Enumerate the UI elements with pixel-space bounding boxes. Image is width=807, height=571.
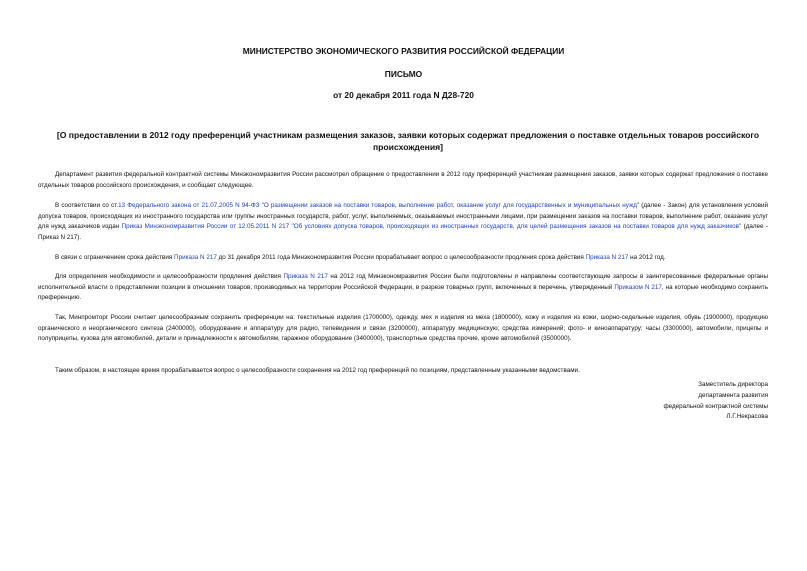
signature-department: департамента развития <box>698 391 768 399</box>
paragraph-text: (далее - Приказ N 217). <box>38 223 769 241</box>
signature-name: Л.Г.Некрасова <box>726 413 768 421</box>
paragraph-text: В соответствии со ст. <box>55 202 119 209</box>
document-date: от 20 декабря 2011 года N Д28-720 <box>333 90 474 100</box>
paragraph-text: на 2012 год Минэкономразвития России были подготовлены и направлены соответствующие запросы в заинтересованные федеральные органы исполнительной власти о представлении позиции в отношении товаров, производимых на территории Российской Федерации, в разрезе товарных групп, включенных в перечень, утвержденный <box>38 273 768 291</box>
paragraph-intro: Департамент развития федеральной контрактной системы Минэкономразвития России рассмотрел обращение о предоставлении в 2012 году преференций участникам размещения заказов, заявки которых содержат предложения о поставке отдельных товаров российского происхождения, и сообщает следующее. <box>38 171 768 189</box>
paragraph-text: (далее - Закон) для установления условий допуска товаров, происходящих из иностранного государства или группы иностранных государств, работ, услуг, выполняемых, оказываемых иностранными лицами, при размещении заказов на поставки товаров, выполнение работ, оказание услуг для нужд заказчиков издан <box>38 202 768 230</box>
order-217-link[interactable]: Приказа N 217 <box>174 254 217 261</box>
paragraph-text: , на которые необходимо сохранить преференцию. <box>38 283 768 301</box>
signature-block <box>663 380 768 423</box>
paragraph-minpromtorg: Так, Минпромторг России считает целесообразным сохранить преференции на: текстильные изделия (1700000), одежду, мех и изделия из меха (1800000), кожу и изделия из кожи, шорно-седельные изделия, обувь (1900000), продукцию органического и неорганического синтеза (2400000), оборудование и аппаратуру для радио, телевидения и связи (3200000), аппаратуру медицинскую; средства измерений; фото- и киноаппаратуру; часы (3300000), автомобили, прицепы и полуприцепы, кузова для автомобилей, детали и принадлежности к автомобилям, гаражное оборудование (3400000), транспортные средства прочие, кроме автомобилей (3500000). <box>38 314 768 342</box>
ministry-title: МИНИСТЕРСТВО ЭКОНОМИЧЕСКОГО РАЗВИТИЯ РОССИЙСКОЙ ФЕДЕРАЦИИ <box>242 46 565 56</box>
order-217-link[interactable]: Приказа N 217 <box>585 254 629 261</box>
order-217-link[interactable]: Приказом N 217 <box>614 283 662 291</box>
document-subject: [О предоставлении в 2012 году преференций участникам размещения заказов, заявки которых содержат предложения о поставке отдельных товаров российского происхождения] <box>56 130 760 152</box>
order-217-link[interactable]: Приказа N 217 <box>283 273 328 280</box>
order-217-link[interactable]: Приказ Минэкономразвития России от 12.05.2011 N 217 "Об условиях допуска товаров, происходящих из иностранных государств, для целей размещения заказов на поставки товаров для нужд заказчиков" <box>121 223 742 230</box>
paragraph-text: до 31 декабря 2011 года Минэкономразвития России прорабатывает вопрос о целесообразности продления срока действия <box>216 254 586 261</box>
paragraph-requests <box>38 272 768 304</box>
signature-position: Заместитель директора <box>698 381 768 388</box>
paragraph-text: на 2012 год. <box>628 254 666 261</box>
paragraph-legal-basis <box>38 201 768 243</box>
paragraph-text: В связи с ограничением срока действия <box>55 254 175 261</box>
paragraph-text: Для определения необходимости и целесообразности продления действия <box>55 273 284 280</box>
document-type: ПИСЬМО <box>384 69 423 79</box>
federal-law-link[interactable]: 13 Федерального закона от 21.07.2005 N 94-ФЗ "О размещении заказов на поставки товаров, выполнение работ, оказание услуг для государственных и муниципальных нужд" <box>118 202 640 209</box>
signature-system: федеральной контрактной системы <box>663 402 768 410</box>
paragraph-term <box>38 253 768 264</box>
paragraph-conclusion: Таким образом, в настоящее время прорабатывается вопрос о целесообразности сохранения на 2012 год преференций по позициям, представленным указанными ведомствами. <box>55 367 580 374</box>
